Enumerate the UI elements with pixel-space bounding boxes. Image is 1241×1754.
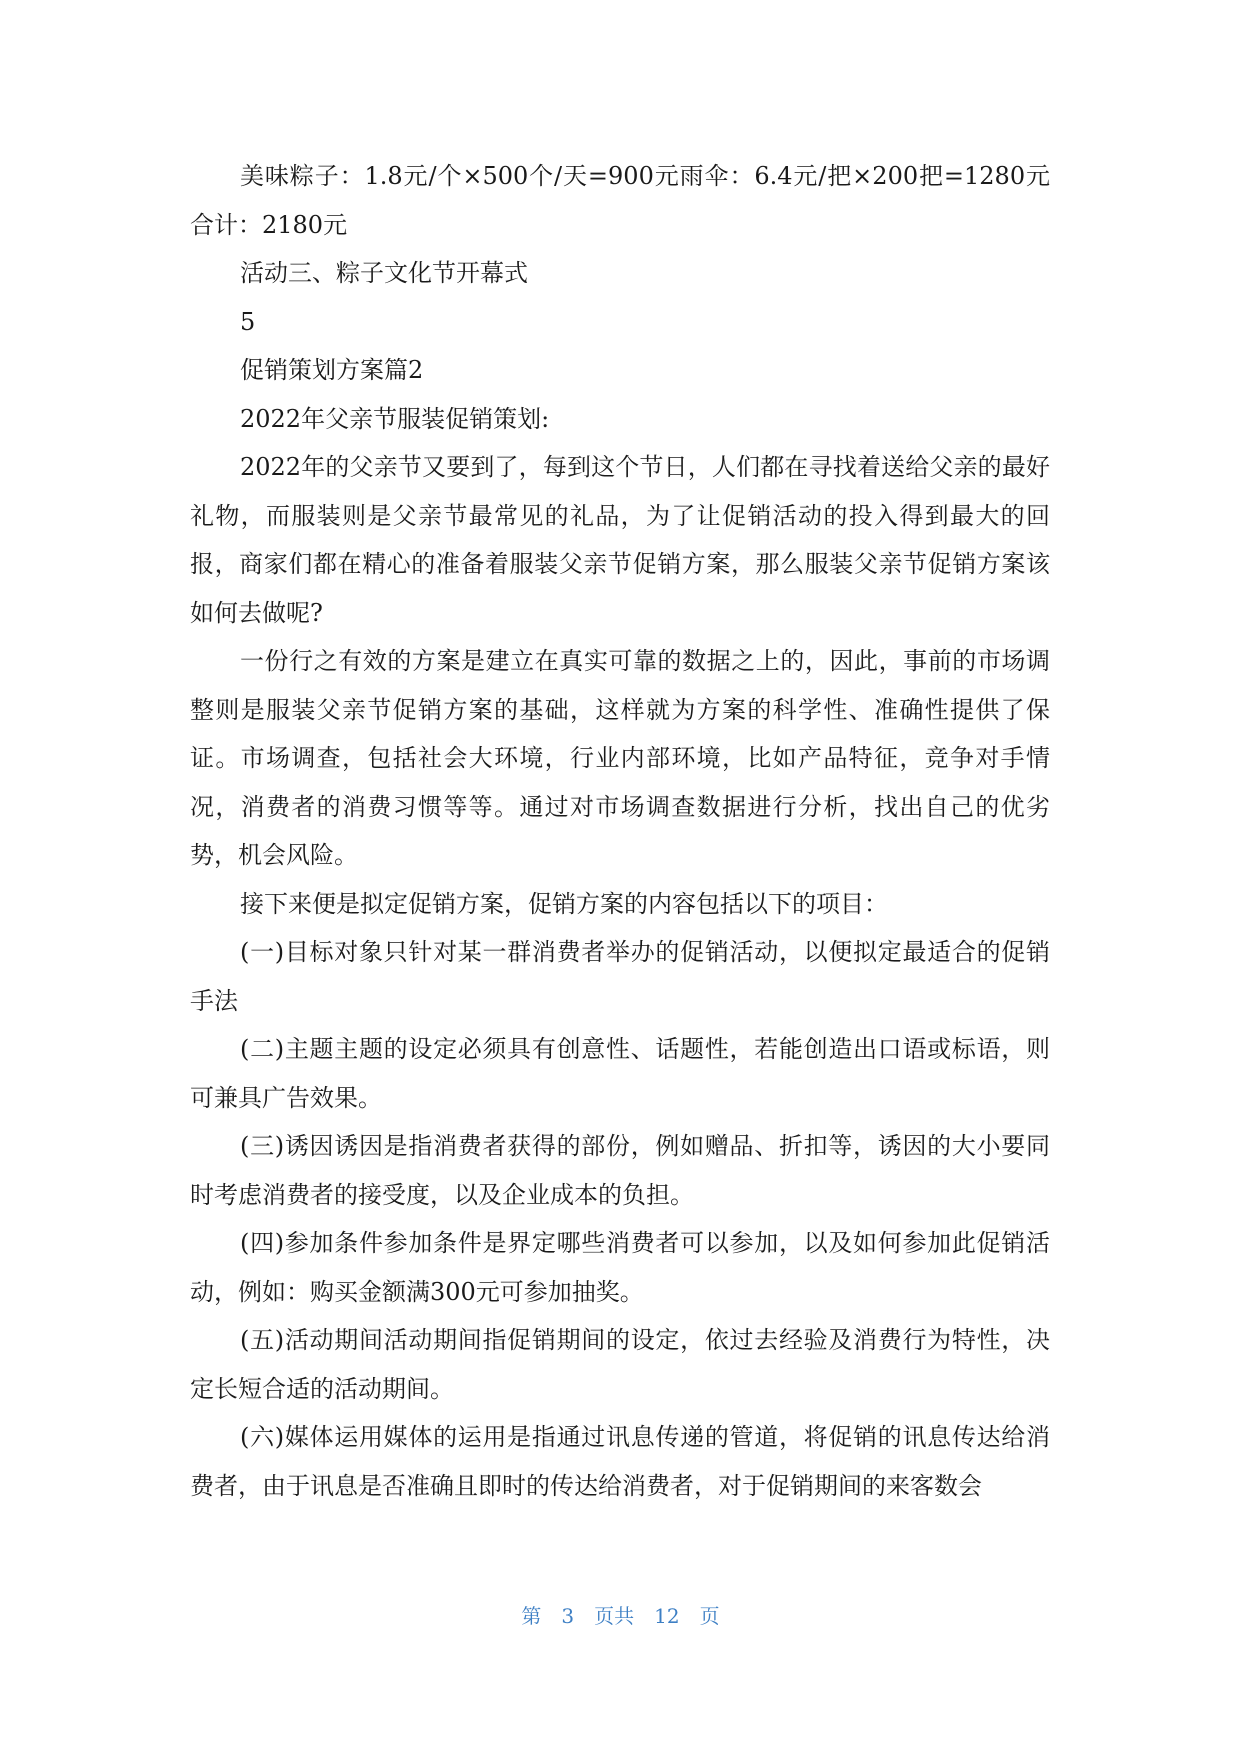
list-item-theme: (二)主题主题的设定必须具有创意性、话题性，若能创造出口语或标语，则可兼具广告效果。 — [190, 1035, 1050, 1112]
footer-label-page: 第 — [521, 1604, 542, 1628]
list-item-conditions: (四)参加条件参加条件是界定哪些消费者可以参加，以及如何参加此促销活动，例如：购买金额满300元可参加抽奖。 — [190, 1229, 1050, 1306]
list-item-incentive: (三)诱因诱因是指消费者获得的部份，例如赠品、折扣等，诱因的大小要同时考虑消费者的接受度，以及企业成本的负担。 — [190, 1132, 1050, 1209]
list-item-target: (一)目标对象只针对某一群消费者举办的促销活动，以便拟定最适合的促销手法 — [190, 938, 1050, 1015]
footer-label-end: 页 — [699, 1604, 720, 1628]
footer-total-pages: 12 — [654, 1604, 680, 1628]
page-footer — [0, 1600, 1241, 1629]
paragraph-activity-three: 活动三、粽子文化节开幕式 — [240, 259, 528, 287]
footer-current-page: 3 — [561, 1604, 575, 1628]
paragraph-cost: 美味粽子：1.8元/个×500个/天=900元雨伞：6.4元/把×200把=1280元合计：2180元 — [190, 162, 1050, 239]
paragraph-intro: 2022年的父亲节又要到了，每到这个节日，人们都在寻找着送给父亲的最好礼物，而服装则是父亲节最常见的礼品，为了让促销活动的投入得到最大的回报，商家们都在精心的准备着服装父亲节促销方案，那么服装父亲节促销方案该如何去做呢? — [190, 453, 1050, 627]
footer-label-of: 页共 — [594, 1604, 635, 1628]
paragraph-plan-items: 接下来便是拟定促销方案，促销方案的内容包括以下的项目： — [240, 889, 888, 918]
document-body — [190, 152, 1050, 1510]
list-item-media: (六)媒体运用媒体的运用是指通过讯息传递的管道，将促销的讯息传达给消费者，由于讯息是否准确且即时的传达给消费者，对于促销期间的来客数会 — [190, 1423, 1050, 1500]
paragraph-number: 5 — [240, 307, 256, 336]
paragraph-market-research: 一份行之有效的方案是建立在真实可靠的数据之上的，因此，事前的市场调整则是服装父亲节促销方案的基础，这样就为方案的科学性、准确性提供了保证。市场调查，包括社会大环境，行业内部环境，比如产品特征，竞争对手情况，消费者的消费习惯等等。通过对市场调查数据进行分析，找出自己的优劣势，机会风险。 — [190, 647, 1050, 869]
subsection-title: 2022年父亲节服装促销策划: — [240, 404, 550, 433]
list-item-period: (五)活动期间活动期间指促销期间的设定，依过去经验及消费行为特性，决定长短合适的活动期间。 — [190, 1326, 1050, 1403]
section-title: 促销策划方案篇2 — [240, 356, 424, 384]
